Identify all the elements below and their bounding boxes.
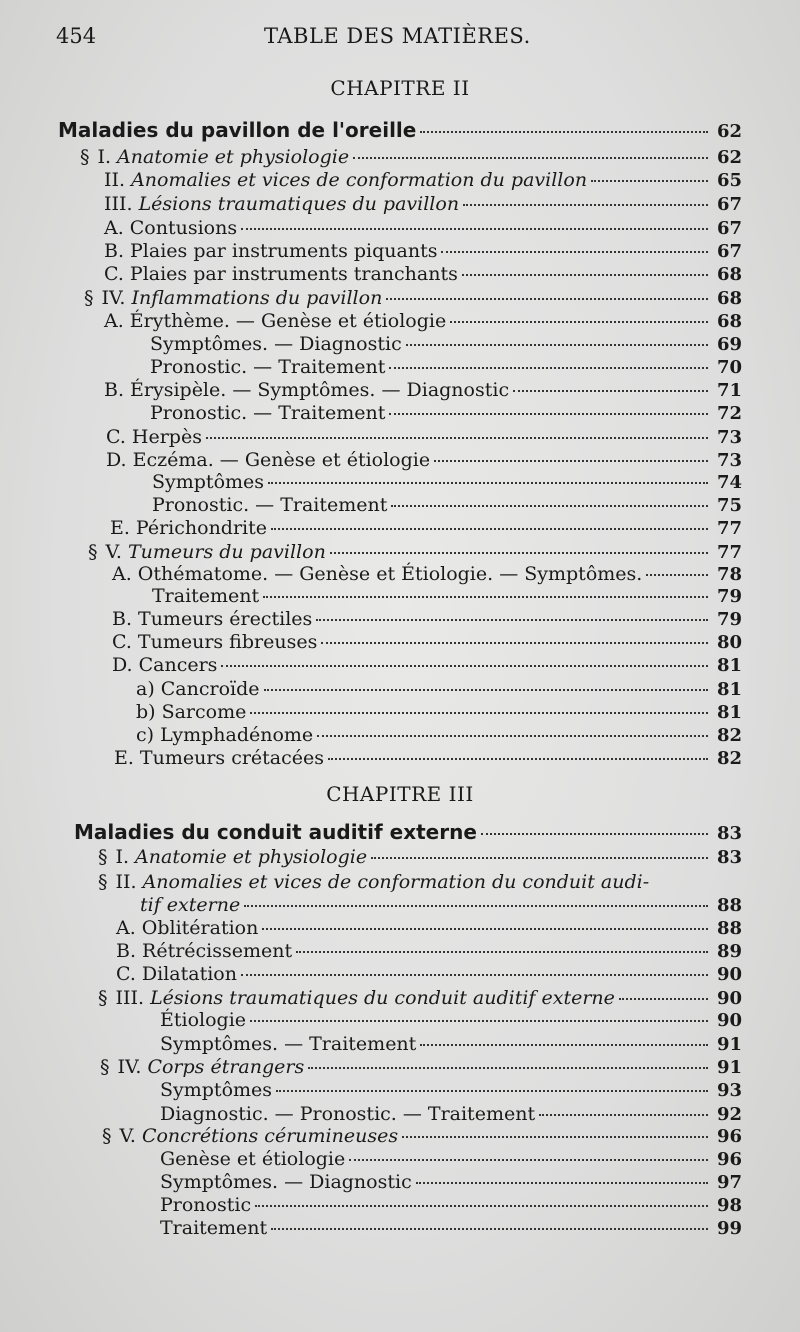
entry-number: III. (115, 987, 145, 1009)
entry-number: II. (115, 871, 137, 893)
dot-leader (241, 227, 708, 230)
entry-page-number: 77 (716, 518, 742, 539)
dot-leader (434, 459, 708, 462)
entry-title: Cancers (138, 654, 218, 676)
entry-title: Contusions (129, 217, 238, 239)
toc-entry (160, 1170, 742, 1194)
section-symbol: § (98, 987, 108, 1009)
entry-page-number: 82 (716, 748, 742, 769)
entry-number: D. (106, 449, 127, 471)
toc-entry (140, 893, 742, 917)
entry-page-number: 68 (716, 264, 742, 285)
entry-title: Oblitération (141, 917, 259, 939)
dot-leader (391, 504, 708, 507)
entry-title: Plaies par instruments tranchants (129, 263, 458, 285)
entry-page-number: 81 (716, 679, 742, 700)
entry-page-number: 67 (716, 194, 742, 215)
section-symbol: § (98, 871, 108, 893)
dot-leader (321, 641, 708, 644)
toc-entry (84, 286, 742, 310)
entry-number: III. (104, 193, 133, 215)
page-header (0, 24, 800, 58)
toc-entry (150, 355, 742, 379)
toc-entry (102, 1124, 742, 1148)
section-symbol: § (80, 146, 90, 168)
entry-title: Inflammations du pavillon (131, 287, 383, 309)
toc-entry (100, 1055, 742, 1079)
dot-leader (262, 927, 708, 930)
dot-leader (441, 250, 708, 253)
toc-entry (116, 916, 742, 940)
entry-number: D. (112, 654, 133, 676)
toc-entry (114, 746, 742, 770)
dot-leader (619, 997, 708, 1000)
toc-entry (136, 677, 742, 701)
toc-entry (104, 309, 742, 333)
entry-page-number: 67 (716, 218, 742, 239)
entry-page-number: 65 (716, 170, 742, 191)
dot-leader (276, 1089, 708, 1092)
toc-entry (106, 448, 742, 472)
dot-leader (317, 734, 708, 737)
entry-number: I. (115, 846, 130, 868)
toc-entry (104, 216, 742, 240)
toc-entry (116, 962, 742, 986)
entry-title: Symptômes (160, 1079, 273, 1101)
entry-number: b) (136, 701, 156, 723)
entry-page-number: 90 (716, 1010, 742, 1031)
dot-leader (416, 1181, 708, 1184)
toc-entry (136, 723, 742, 747)
toc-entry (98, 845, 742, 869)
entry-number: B. (116, 940, 137, 962)
toc-entry (112, 630, 742, 654)
dot-leader (463, 203, 708, 206)
toc-entry (160, 1078, 742, 1102)
toc-entry (112, 653, 742, 677)
toc-entry (104, 378, 742, 402)
entry-title: Eczéma. — Genèse et étiologie (132, 449, 431, 471)
entry-page-number: 71 (716, 380, 742, 401)
entry-page-number: 99 (716, 1218, 742, 1239)
entry-title: Sarcome (161, 701, 247, 723)
entry-title: tif externe (140, 894, 241, 916)
toc-entry (160, 1216, 742, 1240)
running-title: TABLE DES MATIÈRES. (264, 24, 531, 48)
toc-entry (116, 939, 742, 963)
dot-leader (316, 618, 708, 621)
dot-leader (268, 481, 708, 484)
section-symbol: § (100, 1056, 110, 1078)
entry-title: Anatomie et physiologie (135, 846, 368, 868)
entry-title: Tumeurs érectiles (138, 608, 313, 630)
entry-title: Périchondrite (135, 517, 268, 539)
entry-page-number: 70 (716, 357, 742, 378)
toc-entry (160, 1102, 742, 1126)
entry-title: Anomalies et vices de conformation du pavillon (131, 169, 588, 191)
dot-leader (221, 664, 708, 667)
toc-entry (150, 401, 742, 425)
entry-page-number: 90 (716, 988, 742, 1009)
entry-title: Corps étrangers (147, 1056, 305, 1078)
entry-title: Concrétions cérumineuses (141, 1125, 399, 1147)
entry-page-number: 92 (716, 1104, 742, 1125)
dot-leader (250, 1019, 708, 1022)
toc-entry (152, 470, 742, 494)
entry-title: Lésions traumatiques du pavillon (138, 193, 460, 215)
entry-title: Tumeurs du pavillon (127, 541, 326, 563)
entry-title: Tumeurs crétacées (139, 747, 325, 769)
entry-page-number: 88 (716, 918, 742, 939)
entry-title: Cancroïde (160, 678, 260, 700)
entry-title: Diagnostic. — Pronostic. — Traitement (160, 1103, 536, 1125)
entry-page-number: 72 (716, 403, 742, 424)
entry-title: Rétrécissement (142, 940, 293, 962)
entry-number: B. (112, 608, 133, 630)
entry-title: Pronostic. — Traitement (150, 402, 386, 424)
entry-number: E. (114, 747, 134, 769)
entry-number: A. (112, 563, 132, 585)
section-symbol: § (98, 846, 108, 868)
entry-number: V. (119, 1125, 136, 1147)
entry-title: Étiologie (160, 1009, 247, 1031)
entry-title: Herpès (131, 426, 202, 448)
toc-entry (160, 1147, 742, 1171)
entry-page-number: 93 (716, 1080, 742, 1101)
entry-page-number: 68 (716, 288, 742, 309)
toc-entry (98, 986, 742, 1010)
entry-page-number: 74 (716, 472, 742, 493)
dot-leader (646, 573, 708, 576)
entry-number: C. (106, 426, 126, 448)
toc-entry (112, 562, 742, 586)
chapter-heading: CHAPITRE III (326, 782, 474, 806)
toc-entry (104, 192, 742, 216)
chapter-title: Maladies du conduit auditif externe (74, 820, 477, 844)
entry-title: Érythème. — Genèse et étiologie (129, 310, 447, 332)
entry-title: Dilatation (141, 963, 237, 985)
entry-page-number: 69 (716, 334, 742, 355)
entry-page-number: 62 (716, 121, 742, 142)
entry-number: B. (104, 240, 125, 262)
entry-page-number: 80 (716, 632, 742, 653)
entry-title: Symptômes. — Diagnostic (150, 333, 402, 355)
entry-number: IV. (101, 287, 126, 309)
toc-entry (160, 1193, 742, 1217)
dot-leader (591, 179, 708, 182)
entry-title: Pronostic (160, 1194, 252, 1216)
entry-page-number: 73 (716, 427, 742, 448)
dot-leader (250, 711, 708, 714)
dot-leader (462, 273, 708, 276)
dot-leader (353, 156, 708, 159)
page-number: 454 (56, 24, 97, 48)
entry-title: Symptômes. — Traitement (160, 1033, 417, 1055)
entry-number: B. (104, 379, 125, 401)
entry-page-number: 73 (716, 450, 742, 471)
entry-page-number: 90 (716, 964, 742, 985)
dot-leader (420, 130, 708, 133)
entry-page-number: 88 (716, 895, 742, 916)
entry-page-number: 96 (716, 1149, 742, 1170)
toc-entry (80, 145, 742, 169)
entry-number: IV. (117, 1056, 142, 1078)
dot-leader (349, 1158, 708, 1161)
dot-leader (328, 757, 708, 760)
section-symbol: § (84, 287, 94, 309)
entry-page-number: 77 (716, 542, 742, 563)
entry-page-number: 89 (716, 941, 742, 962)
entry-title: Traitement (152, 585, 260, 607)
toc-entry (150, 332, 742, 356)
dot-leader (389, 366, 708, 369)
entry-page-number: 97 (716, 1172, 742, 1193)
entry-page-number: 68 (716, 311, 742, 332)
dot-leader (255, 1204, 708, 1207)
entry-title: Othématome. — Genèse et Étiologie. — Symptômes. (137, 563, 643, 585)
section-symbol: § (88, 541, 98, 563)
entry-title: Anatomie et physiologie (117, 146, 350, 168)
chapter-title-row (74, 820, 742, 844)
toc-entry (110, 516, 742, 540)
entry-page-number: 67 (716, 241, 742, 262)
toc-entry (136, 700, 742, 724)
entry-number: a) (136, 678, 155, 700)
toc-entry (160, 1008, 742, 1032)
toc-entry (104, 262, 742, 286)
dot-leader (513, 389, 708, 392)
dot-leader (263, 595, 708, 598)
entry-number: A. (104, 310, 124, 332)
chapter-title-row (58, 118, 742, 142)
toc-entry (98, 870, 742, 894)
dot-leader (371, 856, 708, 859)
toc-entry (152, 584, 742, 608)
entry-number: V. (105, 541, 122, 563)
entry-number: C. (104, 263, 124, 285)
entry-page-number: 83 (716, 847, 742, 868)
entry-page-number: 82 (716, 725, 742, 746)
dot-leader (330, 551, 708, 554)
entry-title: Symptômes (152, 471, 265, 493)
entry-title: Lésions traumatiques du conduit auditif externe (150, 987, 615, 1009)
entry-title: Pronostic. — Traitement (152, 494, 388, 516)
toc-entry (152, 493, 742, 517)
entry-title: Genèse et étiologie (160, 1148, 346, 1170)
toc-entry (88, 540, 742, 564)
dot-leader (308, 1066, 708, 1069)
toc-entry (104, 239, 742, 263)
toc-entry (104, 168, 742, 192)
entry-page-number: 83 (716, 823, 742, 844)
entry-title: Lymphadénome (160, 724, 314, 746)
section-symbol: § (102, 1125, 112, 1147)
entry-number: II. (104, 169, 126, 191)
toc-entry (160, 1032, 742, 1056)
dot-leader (264, 688, 709, 691)
entry-page-number: 75 (716, 495, 742, 516)
entry-title: Plaies par instruments piquants (130, 240, 438, 262)
entry-number: C. (112, 631, 132, 653)
dot-leader (386, 297, 708, 300)
dot-leader (244, 904, 708, 907)
entry-page-number: 78 (716, 564, 742, 585)
dot-leader (450, 320, 708, 323)
dot-leader (271, 1227, 708, 1230)
chapter-heading: CHAPITRE II (330, 76, 470, 100)
entry-page-number: 96 (716, 1126, 742, 1147)
entry-title: Traitement (160, 1217, 268, 1239)
dot-leader (481, 832, 708, 835)
entry-page-number: 79 (716, 609, 742, 630)
dot-leader (206, 436, 708, 439)
entry-page-number: 81 (716, 655, 742, 676)
entry-title: Érysipèle. — Symptômes. — Diagnostic (130, 379, 510, 401)
dot-leader (296, 950, 708, 953)
chapter-title: Maladies du pavillon de l'oreille (58, 118, 417, 142)
entry-number: I. (97, 146, 112, 168)
entry-number: c) (136, 724, 155, 746)
entry-page-number: 62 (716, 147, 742, 168)
toc-entry (112, 607, 742, 631)
entry-page-number: 91 (716, 1057, 742, 1078)
entry-page-number: 81 (716, 702, 742, 723)
entry-number: A. (116, 917, 136, 939)
toc-entry (106, 425, 742, 449)
dot-leader (402, 1135, 708, 1138)
dot-leader (539, 1113, 708, 1116)
entry-title: Pronostic. — Traitement (150, 356, 386, 378)
entry-number: C. (116, 963, 136, 985)
entry-number: A. (104, 217, 124, 239)
entry-title: Symptômes. — Diagnostic (160, 1171, 412, 1193)
dot-leader (271, 527, 708, 530)
dot-leader (241, 973, 708, 976)
dot-leader (389, 412, 708, 415)
entry-page-number: 98 (716, 1195, 742, 1216)
entry-page-number: 91 (716, 1034, 742, 1055)
entry-page-number: 79 (716, 586, 742, 607)
dot-leader (406, 343, 708, 346)
entry-title: Tumeurs fibreuses (137, 631, 318, 653)
entry-title: Anomalies et vices de conformation du conduit audi- (142, 871, 650, 893)
entry-number: E. (110, 517, 130, 539)
dot-leader (420, 1043, 708, 1046)
